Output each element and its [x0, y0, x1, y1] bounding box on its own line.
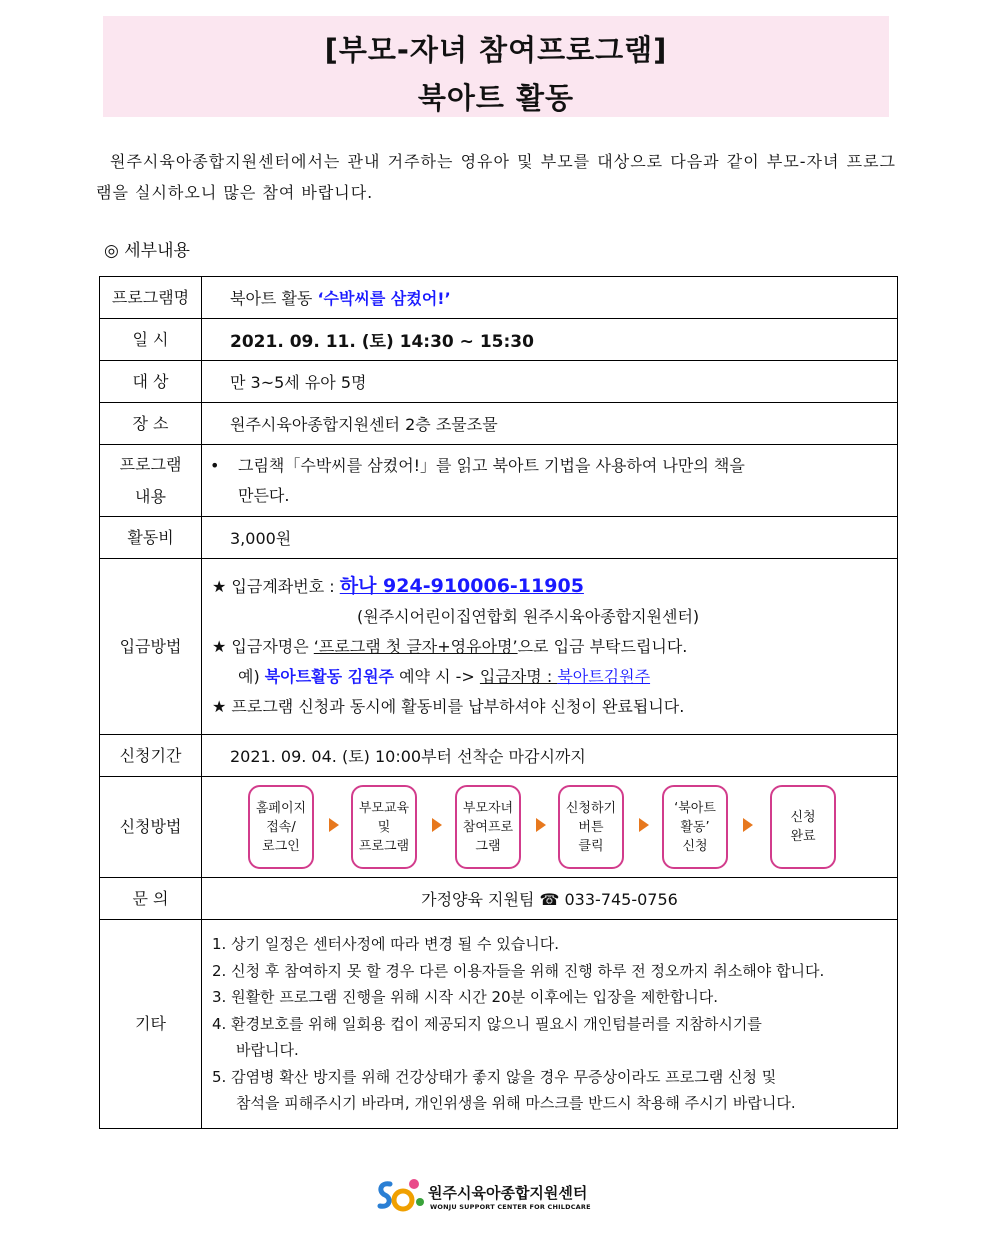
row-period — [100, 735, 898, 777]
flow-step-line: 완료 — [790, 829, 816, 844]
arrow-right-icon — [329, 818, 339, 832]
label-fee: 활동비 — [100, 517, 202, 559]
label-datetime: 일 시 — [100, 319, 202, 361]
row-place — [100, 403, 898, 445]
label-content-line1: 프로그램 — [119, 454, 182, 474]
arrow-right-icon — [536, 818, 546, 832]
label-target: 대 상 — [100, 361, 202, 403]
flow-step-text — [790, 808, 815, 846]
datetime-value: 2021. 09. 11. (토) 14:30 ~ 15:30 — [202, 319, 898, 361]
flow-step-text — [463, 799, 513, 856]
row-etc — [100, 920, 898, 1129]
row-target — [100, 361, 898, 403]
note-line: 5. 감염병 확산 방지를 위해 건강상태가 좋지 않을 경우 무증상이라도 프로그램 신청 및 — [212, 1067, 777, 1086]
note-line: 4. 환경보호를 위해 일회용 컵이 제공되지 않으니 필요시 개인텀블러를 지참하시기를 — [212, 1014, 762, 1033]
flow-step-line: 접속/ — [266, 819, 296, 835]
period-value: 2021. 09. 04. (토) 10:00부터 선착순 마감시까지 — [202, 735, 898, 777]
flow-step-line: 활동’ — [680, 819, 710, 835]
flow-step-line: 부모자녀 — [462, 800, 514, 816]
row-contact — [100, 878, 898, 920]
flow-step-line: 및 — [377, 819, 391, 835]
row-content — [100, 445, 898, 517]
page-title: [부모-자녀 참여프로그램] — [324, 33, 668, 67]
payment-notice: 프로그램 신청과 동시에 활동비를 납부하셔야 신청이 완료됩니다. — [226, 697, 685, 716]
row-datetime — [100, 319, 898, 361]
content-line1: 그림책「수박씨를 삼켰어!」를 읽고 북아트 기법을 사용하여 나만의 책을 — [238, 455, 745, 475]
row-payment — [100, 559, 898, 735]
depositor-rule-format: ‘프로그램 첫 글자+영유아명’ — [313, 637, 518, 656]
row-program-name — [100, 277, 898, 319]
example-program: 북아트활동 김원주 — [264, 667, 395, 686]
arrow-right-icon — [639, 818, 649, 832]
note-line: 참석을 피해주시기 바라며, 개인위생을 위해 마스크를 반드시 착용해 주시기 바랍니다. — [236, 1094, 796, 1113]
footer-logo — [376, 1176, 596, 1216]
footer-org-name: 원주시육아종합지원센터 — [428, 1184, 588, 1202]
example-line — [202, 662, 897, 692]
note-line: 2. 신청 후 참여하지 못 할 경우 다른 이용자들을 위해 진행 하루 전 정오까지 취소해야 합니다. — [212, 961, 825, 980]
example-middle: 예약 시 -> — [394, 667, 480, 686]
flow-step-line: 프로그램 — [358, 838, 410, 854]
target-value: 만 3~5세 유아 5명 — [202, 361, 898, 403]
bullet-icon: • — [210, 455, 220, 475]
program-name-highlight: ‘수박씨를 삼켰어!’ — [317, 289, 451, 308]
label-program-name: 프로그램명 — [100, 277, 202, 319]
flow-step-text — [359, 799, 409, 856]
place-value: 원주시육아종합지원센터 2층 조물조물 — [202, 403, 898, 445]
flow-step — [662, 785, 728, 869]
flow-step-line: 홈페이지 — [255, 800, 307, 816]
star-icon: ★ — [212, 697, 227, 716]
flow-step-text — [674, 799, 716, 856]
label-payment: 입금방법 — [100, 559, 202, 735]
arrow-right-icon — [743, 818, 753, 832]
account-label: 입금계좌번호 : — [226, 577, 340, 596]
example-prefix: 예) — [238, 667, 265, 686]
label-etc: 기타 — [100, 920, 202, 1129]
depositor-rule-pre: 입금자명은 — [226, 637, 314, 656]
application-flow — [202, 777, 897, 877]
title-banner — [103, 16, 889, 117]
content-line2: 만든다. — [238, 485, 290, 505]
flow-step-line: 로그인 — [262, 838, 300, 854]
flow-step — [770, 785, 836, 869]
star-icon: ★ — [212, 637, 227, 656]
fee-value: 3,000원 — [202, 517, 898, 559]
flow-step-text — [566, 799, 616, 856]
flow-step-line: 신청 — [682, 838, 708, 854]
depositor-rule-line — [202, 632, 897, 662]
label-contact: 문 의 — [100, 878, 202, 920]
flow-step — [351, 785, 417, 869]
account-holder: (원주시어린이집연합회 원주시육아종합지원센터) — [357, 607, 700, 626]
flow-step — [455, 785, 521, 869]
center-logo-icon — [376, 1176, 426, 1214]
flow-step-line: 참여프로 — [462, 819, 514, 835]
program-name-prefix: 북아트 활동 — [230, 289, 318, 308]
flow-step-line: 부모교육 — [358, 800, 410, 816]
label-period: 신청기간 — [100, 735, 202, 777]
account-line — [202, 571, 897, 602]
row-method — [100, 777, 898, 878]
section-heading: ◎ 세부내용 — [104, 241, 190, 261]
example-depositor-value: 북아트김원주 — [557, 667, 651, 686]
example-depositor-label: 입금자명 : — [479, 667, 558, 686]
row-fee — [100, 517, 898, 559]
label-place: 장 소 — [100, 403, 202, 445]
notice-line — [202, 692, 897, 722]
flow-step-line: ‘북아트 — [674, 800, 716, 816]
label-method: 신청방법 — [100, 777, 202, 878]
footer-org-name-en: WONJU SUPPORT CENTER FOR CHILDCARE — [430, 1203, 591, 1211]
star-icon: ★ — [212, 577, 227, 596]
flow-step-text — [256, 799, 306, 856]
flow-step-line: 버튼 — [578, 819, 604, 835]
account-number: 하나 924-910006-11905 — [339, 575, 584, 597]
note-line: 바랍니다. — [236, 1041, 299, 1060]
content-bullet-item — [202, 451, 897, 511]
flow-step-line: 신청 — [790, 810, 816, 825]
flow-step — [558, 785, 624, 869]
page-subtitle: 북아트 활동 — [417, 81, 575, 115]
flow-step-line: 그램 — [475, 838, 501, 854]
details-table — [99, 276, 898, 1129]
depositor-rule-post: 으로 입금 부탁드립니다. — [517, 637, 688, 656]
note-line: 1. 상기 일정은 센터사정에 따라 변경 될 수 있습니다. — [212, 935, 560, 954]
flow-step-line: 클릭 — [578, 838, 604, 854]
intro-paragraph: 원주시육아종합지원센터에서는 관내 거주하는 영유아 및 부모를 대상으로 다음과 같이 부모-자녀 프로그램을 실시하오니 많은 참여 바랍니다. — [96, 152, 896, 202]
note-line: 3. 원활한 프로그램 진행을 위해 시작 시간 20분 이후에는 입장을 제한합니다. — [212, 988, 719, 1007]
contact-value: 가정양육 지원팀 ☎ 033-745-0756 — [202, 878, 898, 920]
arrow-right-icon — [432, 818, 442, 832]
label-content-line2: 내용 — [135, 486, 166, 506]
flow-step — [248, 785, 314, 869]
flow-step-line: 신청하기 — [565, 800, 617, 816]
